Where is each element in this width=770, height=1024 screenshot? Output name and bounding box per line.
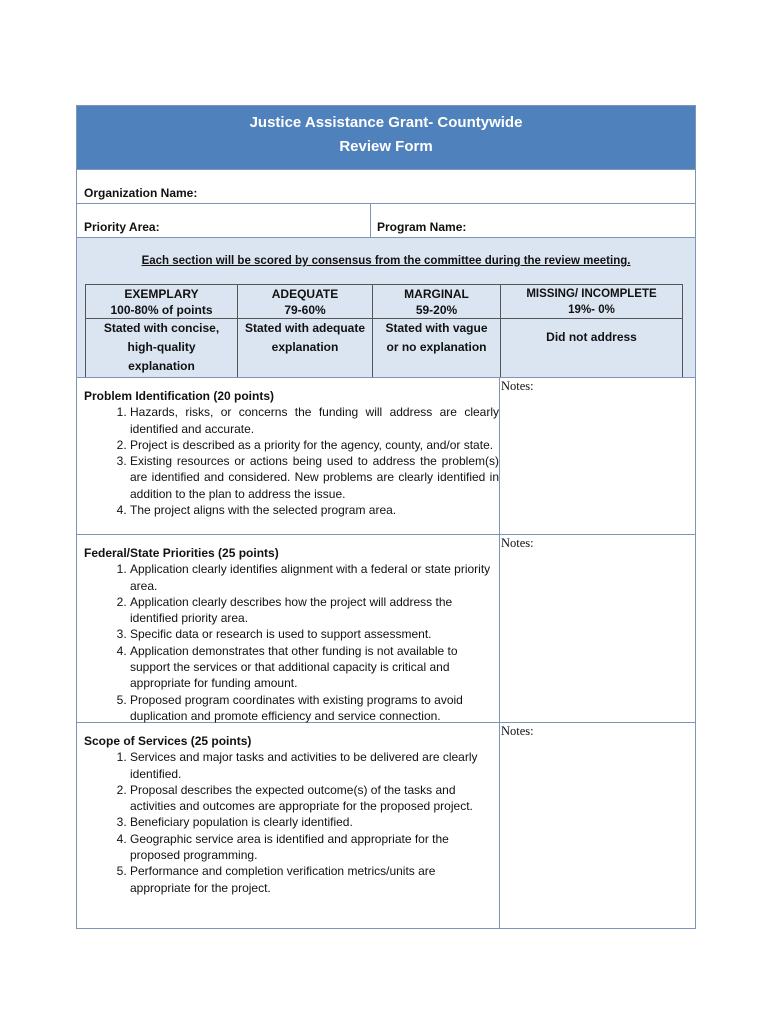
criteria-item: 3. Specific data or research is used to support assessment. bbox=[130, 626, 499, 642]
criteria-item: 2. Application clearly describes how the project will address the identified priority area. bbox=[130, 594, 499, 627]
scale-desc: Did not address bbox=[546, 330, 637, 344]
section-title: Federal/State Priorities (25 points) bbox=[84, 546, 279, 560]
notes-field[interactable] bbox=[500, 723, 695, 928]
scale-column-adequate bbox=[238, 285, 373, 377]
criteria-list bbox=[84, 404, 499, 518]
section-title: Problem Identification (20 points) bbox=[84, 389, 275, 403]
scale-desc: explanation bbox=[128, 359, 195, 373]
section-criteria bbox=[77, 378, 500, 534]
priority-area-field[interactable] bbox=[77, 204, 371, 237]
section-scope-of-services bbox=[77, 723, 695, 928]
scale-desc: Stated with adequate bbox=[244, 321, 366, 335]
criteria-list bbox=[84, 749, 499, 896]
program-name-field[interactable] bbox=[371, 204, 695, 237]
notes-label: Notes: bbox=[501, 536, 534, 550]
form-title: Justice Assistance Grant- Countywide bbox=[249, 114, 523, 131]
organization-name-label: Organization Name: bbox=[84, 186, 198, 200]
criteria-item: 2. Project is described as a priority for the agency, county, and/or state. bbox=[130, 437, 499, 453]
scale-name: EXEMPLARY bbox=[124, 287, 199, 301]
scale-range: 19%- 0% bbox=[568, 304, 615, 316]
criteria-item: 3. Beneficiary population is clearly identified. bbox=[130, 814, 499, 830]
priority-area-label: Priority Area: bbox=[84, 220, 160, 234]
scale-range: 79-60% bbox=[284, 303, 326, 317]
scale-desc: or no explanation bbox=[386, 340, 487, 354]
criteria-item: 1. Services and major tasks and activities to be delivered are clearly identified. bbox=[130, 749, 499, 782]
scale-range: 100-80% of points bbox=[110, 303, 213, 317]
section-problem-identification bbox=[77, 378, 695, 535]
scale-desc: explanation bbox=[271, 340, 339, 354]
form-subtitle: Review Form bbox=[339, 138, 433, 155]
scoring-scale-table bbox=[85, 284, 683, 377]
section-title: Scope of Services (25 points) bbox=[84, 734, 252, 748]
criteria-item: 3. Existing resources or actions being used to address the problem(s) are identified and considered. New problems are clearly identified in addition to the plan to address the issue. bbox=[130, 453, 499, 502]
program-name-label: Program Name: bbox=[377, 220, 467, 234]
scale-column-marginal bbox=[373, 285, 501, 377]
notes-label: Notes: bbox=[501, 724, 534, 738]
criteria-item: 5. Performance and completion verification metrics/units are appropriate for the project. bbox=[130, 863, 499, 896]
notes-field[interactable] bbox=[500, 378, 695, 534]
scale-column-missing bbox=[501, 285, 682, 377]
scale-name: MISSING/ INCOMPLETE bbox=[526, 288, 657, 300]
form-header bbox=[77, 106, 695, 170]
scale-desc: Stated with concise, bbox=[103, 321, 220, 335]
criteria-item: 2. Proposal describes the expected outcome(s) of the tasks and activities and outcomes are appropriate for the proposed project. bbox=[130, 782, 499, 815]
scale-name: MARGINAL bbox=[404, 287, 469, 301]
scoring-guide bbox=[77, 238, 695, 378]
scale-name: ADEQUATE bbox=[271, 287, 339, 301]
scale-column-exemplary bbox=[86, 285, 238, 377]
scale-range: 59-20% bbox=[415, 303, 458, 317]
scoring-note: Each section will be scored by consensus from the committee during the review meeting. bbox=[141, 255, 631, 267]
criteria-item: 1. Application clearly identifies alignment with a federal or state priority area. bbox=[130, 561, 499, 594]
priority-program-row bbox=[77, 204, 695, 238]
organization-name-field[interactable] bbox=[77, 170, 695, 204]
section-federal-state-priorities bbox=[77, 535, 695, 723]
criteria-item: 4. Geographic service area is identified and appropriate for the proposed programming. bbox=[130, 831, 499, 864]
section-criteria bbox=[77, 535, 500, 722]
scale-desc: high-quality bbox=[127, 340, 196, 354]
notes-field[interactable] bbox=[500, 535, 695, 722]
section-criteria bbox=[77, 723, 500, 928]
review-form bbox=[76, 105, 696, 929]
notes-label: Notes: bbox=[501, 379, 534, 393]
criteria-item: 5. Proposed program coordinates with existing programs to avoid duplication and promote efficiency and service connection. bbox=[130, 692, 499, 725]
scale-desc: Stated with vague bbox=[385, 321, 488, 335]
criteria-list bbox=[84, 561, 499, 724]
criteria-item: 4. Application demonstrates that other funding is not available to support the services or that additional capacity is critical and appropriate for funding amount. bbox=[130, 643, 499, 692]
criteria-item: 4. The project aligns with the selected program area. bbox=[130, 502, 499, 518]
criteria-item: 1. Hazards, risks, or concerns the funding will address are clearly identified and accurate. bbox=[130, 404, 499, 437]
